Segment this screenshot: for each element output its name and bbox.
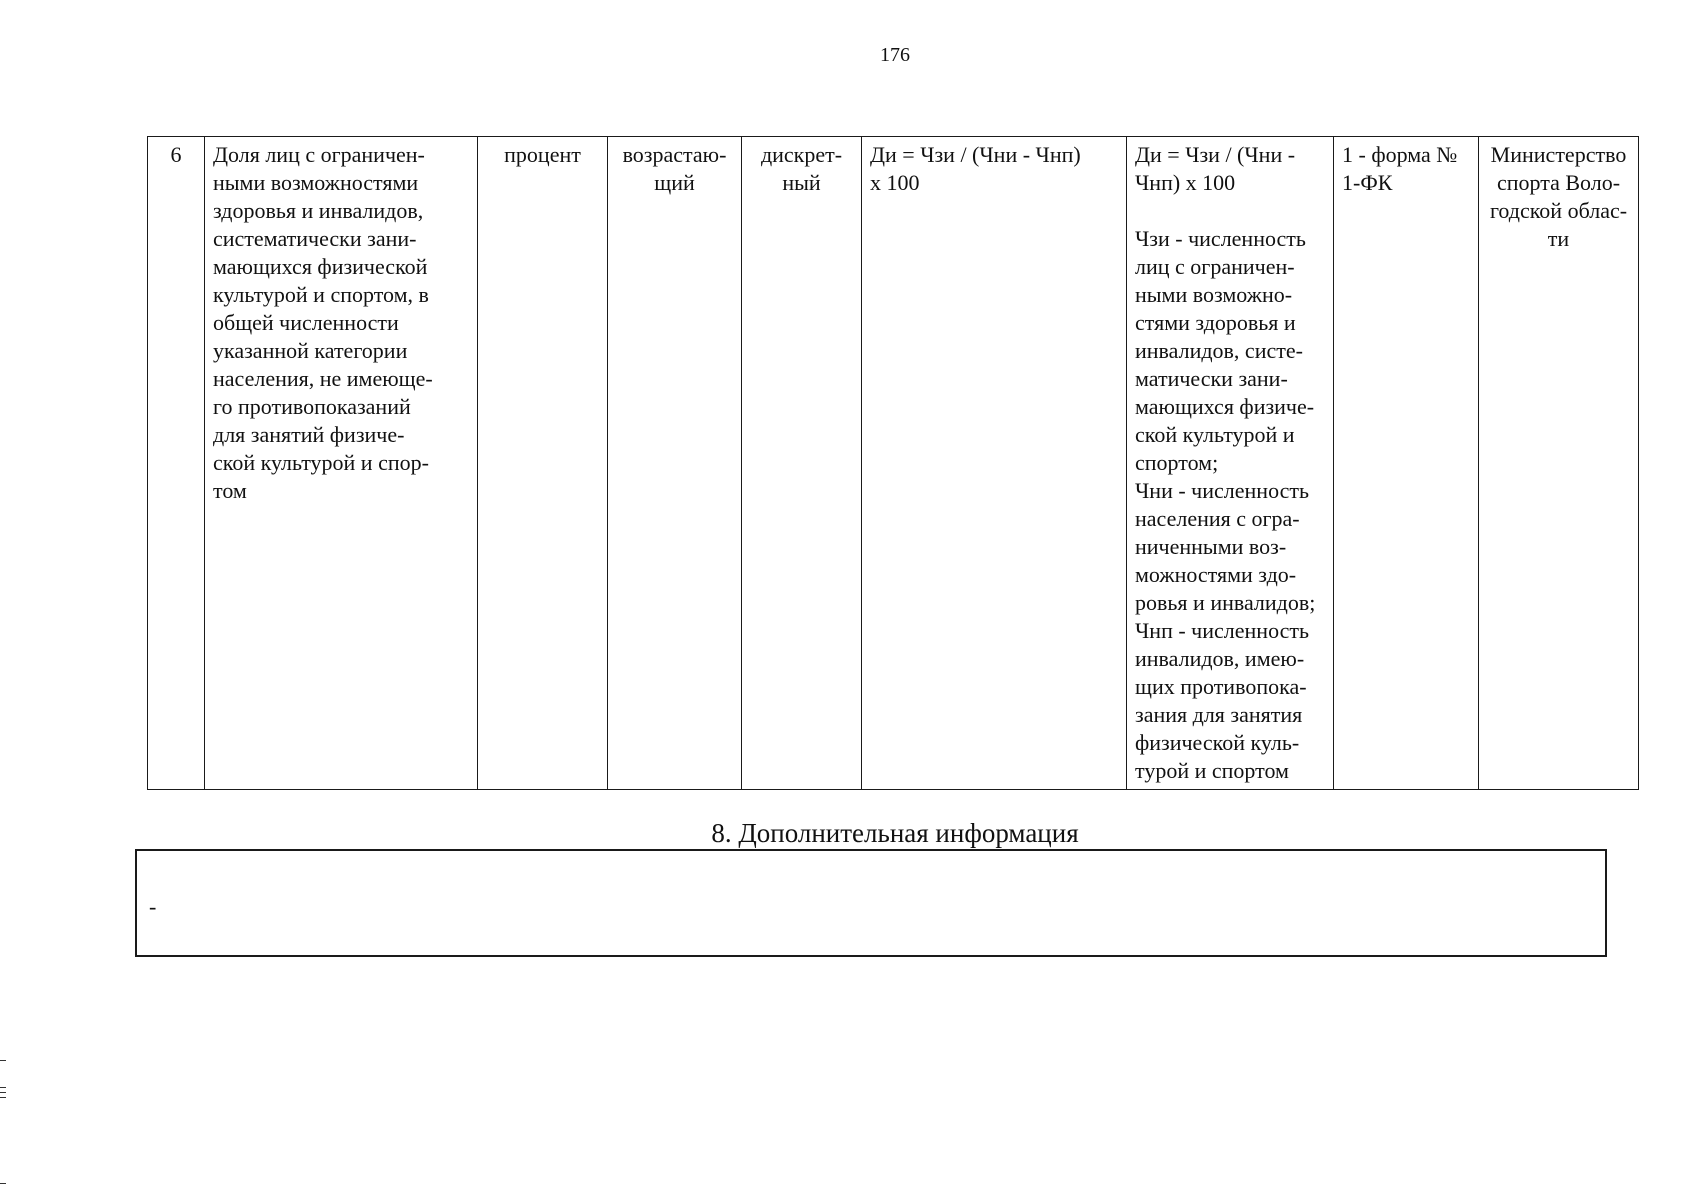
direction-line: возрастаю- <box>622 142 727 167</box>
table-row <box>148 137 1639 790</box>
formula-line: Ди = Чзи / (Чни - Чнп) <box>870 142 1081 167</box>
formula-desc-top-line: Ди = Чзи / (Чни - <box>1135 142 1296 167</box>
responsible-line: ти <box>1547 226 1570 251</box>
formula-desc-line: ской культурой и <box>1135 422 1295 447</box>
spacer <box>1135 197 1325 225</box>
indicator-name-line: ской культурой и спор- <box>213 450 429 475</box>
direction-line: щий <box>654 170 695 195</box>
formula-desc-line: стями здоровья и <box>1135 310 1296 335</box>
data-source-line: 1-ФК <box>1342 170 1393 195</box>
formula-desc-line: Чни - численность <box>1135 478 1310 503</box>
unit-cell <box>478 137 608 790</box>
formula-desc-line: ными возможно- <box>1135 282 1293 307</box>
formula-desc-line: спортом; <box>1135 450 1219 475</box>
type-line: дискрет- <box>760 142 843 167</box>
data-source-line: 1 - форма № <box>1342 142 1458 167</box>
unit: процент <box>504 142 581 167</box>
type-line: ный <box>782 170 821 195</box>
indicator-name-line: Доля лиц с ограничен- <box>213 142 425 167</box>
additional-info-text: - <box>149 894 157 919</box>
formula-desc-top-line: Чнп) x 100 <box>1135 170 1236 195</box>
formula-cell <box>862 137 1127 790</box>
margin-mark <box>0 1060 6 1061</box>
margin-mark <box>0 1087 6 1088</box>
formula-desc-line: можностями здо- <box>1135 562 1297 587</box>
formula-desc-line: инвалидов, систе- <box>1135 338 1303 363</box>
indicator-name-line: для занятий физиче- <box>213 422 405 447</box>
indicator-name-line: указанной категории <box>213 338 408 363</box>
indicator-name-line: мающихся физической <box>213 254 428 279</box>
indicator-name-line: го противопоказаний <box>213 394 411 419</box>
margin-mark <box>0 1097 6 1098</box>
type-cell <box>742 137 862 790</box>
formula-desc-line: Чнп - численность <box>1135 618 1310 643</box>
indicator-name-line: населения, не имеюще- <box>213 366 433 391</box>
formula-desc-line: лиц с ограничен- <box>1135 254 1295 279</box>
formula-desc-line: инвалидов, имею- <box>1135 646 1305 671</box>
formula-line: x 100 <box>870 170 920 195</box>
row-number: 6 <box>170 142 182 167</box>
additional-info-box <box>135 849 1607 957</box>
indicator-name-line: культурой и спортом, в <box>213 282 429 307</box>
formula-desc-line: Чзи - численность <box>1135 226 1306 251</box>
formula-desc-line: населения с огра- <box>1135 506 1300 531</box>
direction-cell <box>608 137 742 790</box>
indicator-name-cell <box>205 137 478 790</box>
indicator-name-line: здоровья и инвалидов, <box>213 198 424 223</box>
indicator-name-line: систематически зани- <box>213 226 417 251</box>
indicator-name-line: том <box>213 478 247 503</box>
responsible-cell <box>1479 137 1639 790</box>
formula-desc-line: мающихся физиче- <box>1135 394 1315 419</box>
indicator-name-line: ными возможностями <box>213 170 419 195</box>
formula-description-cell <box>1127 137 1334 790</box>
indicator-name-line: общей численности <box>213 310 399 335</box>
responsible-line: Министерство <box>1490 142 1627 167</box>
formula-desc-line: физической куль- <box>1135 730 1300 755</box>
margin-mark <box>0 1092 6 1093</box>
indicator-name-lines <box>213 141 469 505</box>
formula-desc-line: зания для занятия <box>1135 702 1303 727</box>
formula-desc-line: щих противопока- <box>1135 674 1307 699</box>
formula-desc-line: турой и спортом <box>1135 758 1289 783</box>
section-8-title: 8. Дополнительная информация <box>711 818 1079 848</box>
formula-desc-line: ровья и инвалидов; <box>1135 590 1316 615</box>
page-number: 176 <box>880 44 910 66</box>
responsible-line: спорта Воло- <box>1496 170 1621 195</box>
row-number-cell <box>148 137 205 790</box>
margin-mark <box>0 1183 6 1184</box>
indicator-table <box>147 136 1639 790</box>
data-source-cell <box>1334 137 1479 790</box>
formula-desc-line: матически зани- <box>1135 366 1288 391</box>
formula-desc-line: ниченными воз- <box>1135 534 1287 559</box>
responsible-line: годской облас- <box>1489 198 1628 223</box>
